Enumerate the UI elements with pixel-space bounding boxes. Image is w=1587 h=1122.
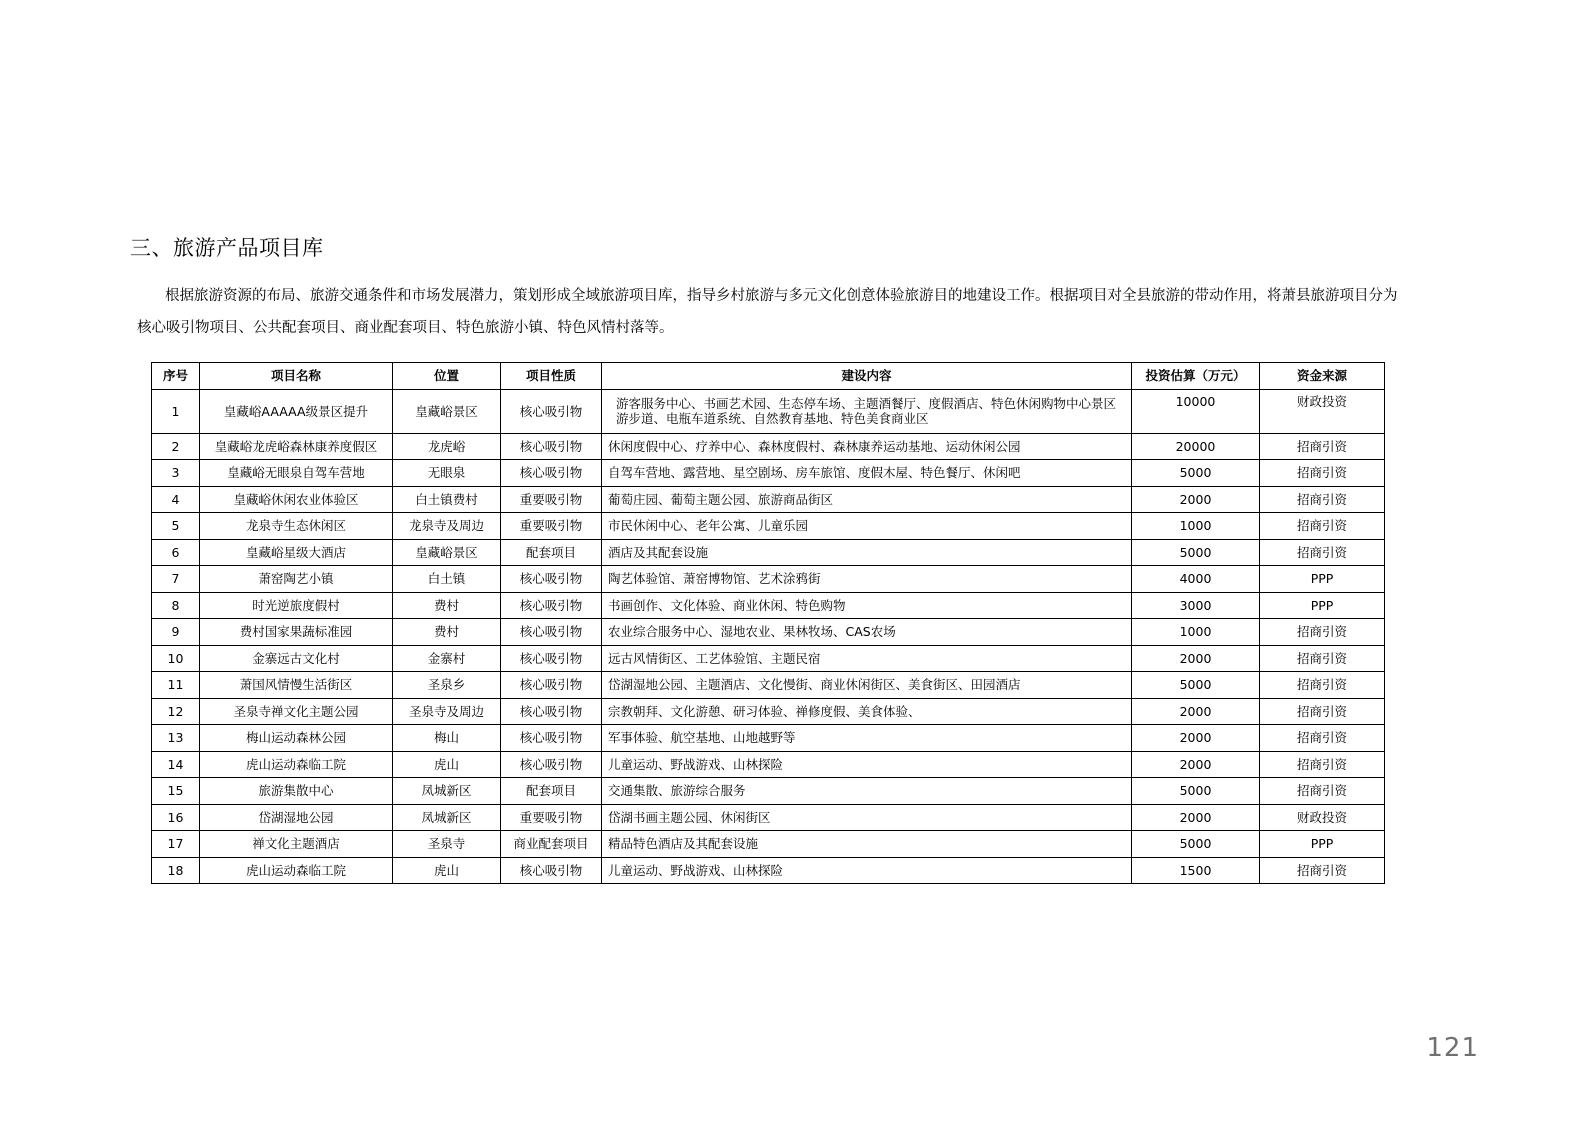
cell-type: 商业配套项目 [501, 831, 602, 858]
cell-location: 凤城新区 [393, 804, 501, 831]
cell-type: 配套项目 [501, 539, 602, 566]
header-content: 建设内容 [602, 363, 1132, 390]
cell-name: 虎山运动森临工院 [200, 751, 393, 778]
cell-investment: 2000 [1132, 645, 1260, 672]
cell-funding: 招商引资 [1260, 698, 1385, 725]
cell-name: 虎山运动森临工院 [200, 857, 393, 884]
cell-content: 儿童运动、野战游戏、山林探险 [602, 857, 1132, 884]
cell-content: 交通集散、旅游综合服务 [602, 778, 1132, 805]
cell-content: 岱湖书画主题公园、休闲街区 [602, 804, 1132, 831]
cell-investment: 5000 [1132, 539, 1260, 566]
cell-content: 书画创作、文化体验、商业休闲、特色购物 [602, 592, 1132, 619]
cell-type: 核心吸引物 [501, 460, 602, 487]
cell-no: 9 [152, 619, 200, 646]
cell-funding: 财政投资 [1260, 389, 1385, 433]
table-header-row [152, 363, 1385, 390]
cell-investment: 5000 [1132, 460, 1260, 487]
cell-location: 圣泉寺 [393, 831, 501, 858]
table-row [152, 645, 1385, 672]
cell-location: 虎山 [393, 857, 501, 884]
cell-funding: 财政投资 [1260, 804, 1385, 831]
cell-content: 自驾车营地、露营地、星空剧场、房车旅馆、度假木屋、特色餐厅、休闲吧 [602, 460, 1132, 487]
cell-location: 金寨村 [393, 645, 501, 672]
cell-type: 重要吸引物 [501, 486, 602, 513]
cell-funding: 招商引资 [1260, 513, 1385, 540]
cell-type: 核心吸引物 [501, 672, 602, 699]
cell-investment: 5000 [1132, 831, 1260, 858]
cell-type: 核心吸引物 [501, 751, 602, 778]
cell-funding: 招商引资 [1260, 539, 1385, 566]
cell-no: 3 [152, 460, 200, 487]
cell-investment: 5000 [1132, 672, 1260, 699]
cell-location: 皇藏峪景区 [393, 539, 501, 566]
cell-funding: 招商引资 [1260, 751, 1385, 778]
cell-location: 费村 [393, 592, 501, 619]
cell-no: 18 [152, 857, 200, 884]
cell-no: 8 [152, 592, 200, 619]
cell-location: 费村 [393, 619, 501, 646]
cell-no: 11 [152, 672, 200, 699]
cell-investment: 20000 [1132, 433, 1260, 460]
table-row [152, 857, 1385, 884]
cell-no: 12 [152, 698, 200, 725]
cell-content: 远古风情街区、工艺体验馆、主题民宿 [602, 645, 1132, 672]
cell-type: 重要吸引物 [501, 804, 602, 831]
cell-content: 市民休闲中心、老年公寓、儿童乐园 [602, 513, 1132, 540]
cell-funding: 招商引资 [1260, 725, 1385, 752]
cell-location: 圣泉乡 [393, 672, 501, 699]
cell-investment: 3000 [1132, 592, 1260, 619]
cell-name: 皇藏峪星级大酒店 [200, 539, 393, 566]
cell-investment: 10000 [1132, 389, 1260, 433]
cell-no: 13 [152, 725, 200, 752]
cell-type: 核心吸引物 [501, 389, 602, 433]
cell-name: 龙泉寺生态休闲区 [200, 513, 393, 540]
cell-location: 皇藏峪景区 [393, 389, 501, 433]
cell-content: 精品特色酒店及其配套设施 [602, 831, 1132, 858]
table-row [152, 566, 1385, 593]
cell-content: 农业综合服务中心、湿地农业、果林牧场、CAS农场 [602, 619, 1132, 646]
cell-funding: 招商引资 [1260, 672, 1385, 699]
header-investment: 投资估算（万元） [1132, 363, 1260, 390]
cell-no: 5 [152, 513, 200, 540]
cell-name: 梅山运动森林公园 [200, 725, 393, 752]
table-row [152, 751, 1385, 778]
cell-name: 皇藏峪AAAAA级景区提升 [200, 389, 393, 433]
cell-funding: PPP [1260, 592, 1385, 619]
cell-content: 葡萄庄园、葡萄主题公园、旅游商品街区 [602, 486, 1132, 513]
cell-no: 16 [152, 804, 200, 831]
cell-location: 无眼泉 [393, 460, 501, 487]
cell-funding: PPP [1260, 566, 1385, 593]
cell-name: 皇藏峪休闲农业体验区 [200, 486, 393, 513]
table-body [152, 389, 1385, 884]
cell-no: 2 [152, 433, 200, 460]
page-number: 121 [1426, 1033, 1479, 1063]
project-table [151, 362, 1385, 884]
cell-type: 配套项目 [501, 778, 602, 805]
cell-location: 白土镇 [393, 566, 501, 593]
cell-no: 7 [152, 566, 200, 593]
cell-name: 岱湖湿地公园 [200, 804, 393, 831]
cell-content: 游客服务中心、书画艺术园、生态停车场、主题酒餐厅、度假酒店、特色休闲购物中心景区游步道、电瓶车道系统、自然教育基地、特色美食商业区 [602, 389, 1132, 433]
cell-content: 陶艺体验馆、萧窑博物馆、艺术涂鸦街 [602, 566, 1132, 593]
cell-funding: 招商引资 [1260, 460, 1385, 487]
table-row [152, 592, 1385, 619]
cell-name: 萧国风情慢生活街区 [200, 672, 393, 699]
table-row [152, 433, 1385, 460]
cell-investment: 1000 [1132, 619, 1260, 646]
cell-investment: 2000 [1132, 804, 1260, 831]
cell-type: 核心吸引物 [501, 592, 602, 619]
cell-content: 儿童运动、野战游戏、山林探险 [602, 751, 1132, 778]
cell-funding: PPP [1260, 831, 1385, 858]
cell-no: 14 [152, 751, 200, 778]
table-row [152, 513, 1385, 540]
cell-location: 梅山 [393, 725, 501, 752]
cell-type: 核心吸引物 [501, 725, 602, 752]
intro-paragraph: 根据旅游资源的布局、旅游交通条件和市场发展潜力，策划形成全域旅游项目库，指导乡村旅游与多元文化创意体验旅游目的地建设工作。根据项目对全县旅游的带动作用，将萧县旅游项目分为核心吸引物项目、公共配套项目、商业配套项目、特色旅游小镇、特色风情村落等。 [137, 288, 1398, 336]
table-row [152, 831, 1385, 858]
cell-no: 4 [152, 486, 200, 513]
cell-no: 15 [152, 778, 200, 805]
cell-content: 休闲度假中心、疗养中心、森林度假村、森林康养运动基地、运动休闲公园 [602, 433, 1132, 460]
cell-investment: 1000 [1132, 513, 1260, 540]
cell-funding: 招商引资 [1260, 433, 1385, 460]
cell-content: 酒店及其配套设施 [602, 539, 1132, 566]
cell-location: 白土镇费村 [393, 486, 501, 513]
header-location: 位置 [393, 363, 501, 390]
table-row [152, 672, 1385, 699]
cell-name: 禅文化主题酒店 [200, 831, 393, 858]
table-row [152, 539, 1385, 566]
table-header [152, 363, 1385, 390]
cell-name: 萧窑陶艺小镇 [200, 566, 393, 593]
cell-content: 宗教朝拜、文化游憩、研习体验、禅修度假、美食体验、 [602, 698, 1132, 725]
header-no: 序号 [152, 363, 200, 390]
cell-type: 核心吸引物 [501, 645, 602, 672]
cell-location: 圣泉寺及周边 [393, 698, 501, 725]
cell-name: 费村国家果蔬标准园 [200, 619, 393, 646]
cell-investment: 2000 [1132, 486, 1260, 513]
header-type: 项目性质 [501, 363, 602, 390]
table-row [152, 698, 1385, 725]
cell-content: 岱湖湿地公园、主题酒店、文化慢街、商业休闲街区、美食街区、田园酒店 [602, 672, 1132, 699]
section-title: 三、旅游产品项目库 [130, 236, 324, 260]
table-row [152, 486, 1385, 513]
cell-name: 圣泉寺禅文化主题公园 [200, 698, 393, 725]
cell-funding: 招商引资 [1260, 486, 1385, 513]
cell-funding: 招商引资 [1260, 645, 1385, 672]
cell-investment: 2000 [1132, 725, 1260, 752]
cell-type: 核心吸引物 [501, 433, 602, 460]
cell-funding: 招商引资 [1260, 619, 1385, 646]
cell-investment: 5000 [1132, 778, 1260, 805]
cell-name: 皇藏峪龙虎峪森林康养度假区 [200, 433, 393, 460]
cell-funding: 招商引资 [1260, 778, 1385, 805]
cell-no: 10 [152, 645, 200, 672]
cell-investment: 4000 [1132, 566, 1260, 593]
table-row [152, 389, 1385, 433]
table-row [152, 460, 1385, 487]
cell-location: 凤城新区 [393, 778, 501, 805]
cell-location: 龙泉寺及周边 [393, 513, 501, 540]
cell-no: 1 [152, 389, 200, 433]
table-row [152, 619, 1385, 646]
cell-no: 6 [152, 539, 200, 566]
header-funding: 资金来源 [1260, 363, 1385, 390]
table-row [152, 804, 1385, 831]
cell-content: 军事体验、航空基地、山地越野等 [602, 725, 1132, 752]
cell-name: 时光逆旅度假村 [200, 592, 393, 619]
cell-type: 重要吸引物 [501, 513, 602, 540]
cell-name: 旅游集散中心 [200, 778, 393, 805]
cell-no: 17 [152, 831, 200, 858]
cell-type: 核心吸引物 [501, 566, 602, 593]
cell-investment: 2000 [1132, 751, 1260, 778]
cell-name: 金寨远古文化村 [200, 645, 393, 672]
header-name: 项目名称 [200, 363, 393, 390]
cell-name: 皇藏峪无眼泉自驾车营地 [200, 460, 393, 487]
table-row [152, 778, 1385, 805]
cell-type: 核心吸引物 [501, 698, 602, 725]
cell-funding: 招商引资 [1260, 857, 1385, 884]
cell-location: 龙虎峪 [393, 433, 501, 460]
table-row [152, 725, 1385, 752]
cell-type: 核心吸引物 [501, 857, 602, 884]
cell-investment: 1500 [1132, 857, 1260, 884]
cell-location: 虎山 [393, 751, 501, 778]
cell-investment: 2000 [1132, 698, 1260, 725]
cell-type: 核心吸引物 [501, 619, 602, 646]
